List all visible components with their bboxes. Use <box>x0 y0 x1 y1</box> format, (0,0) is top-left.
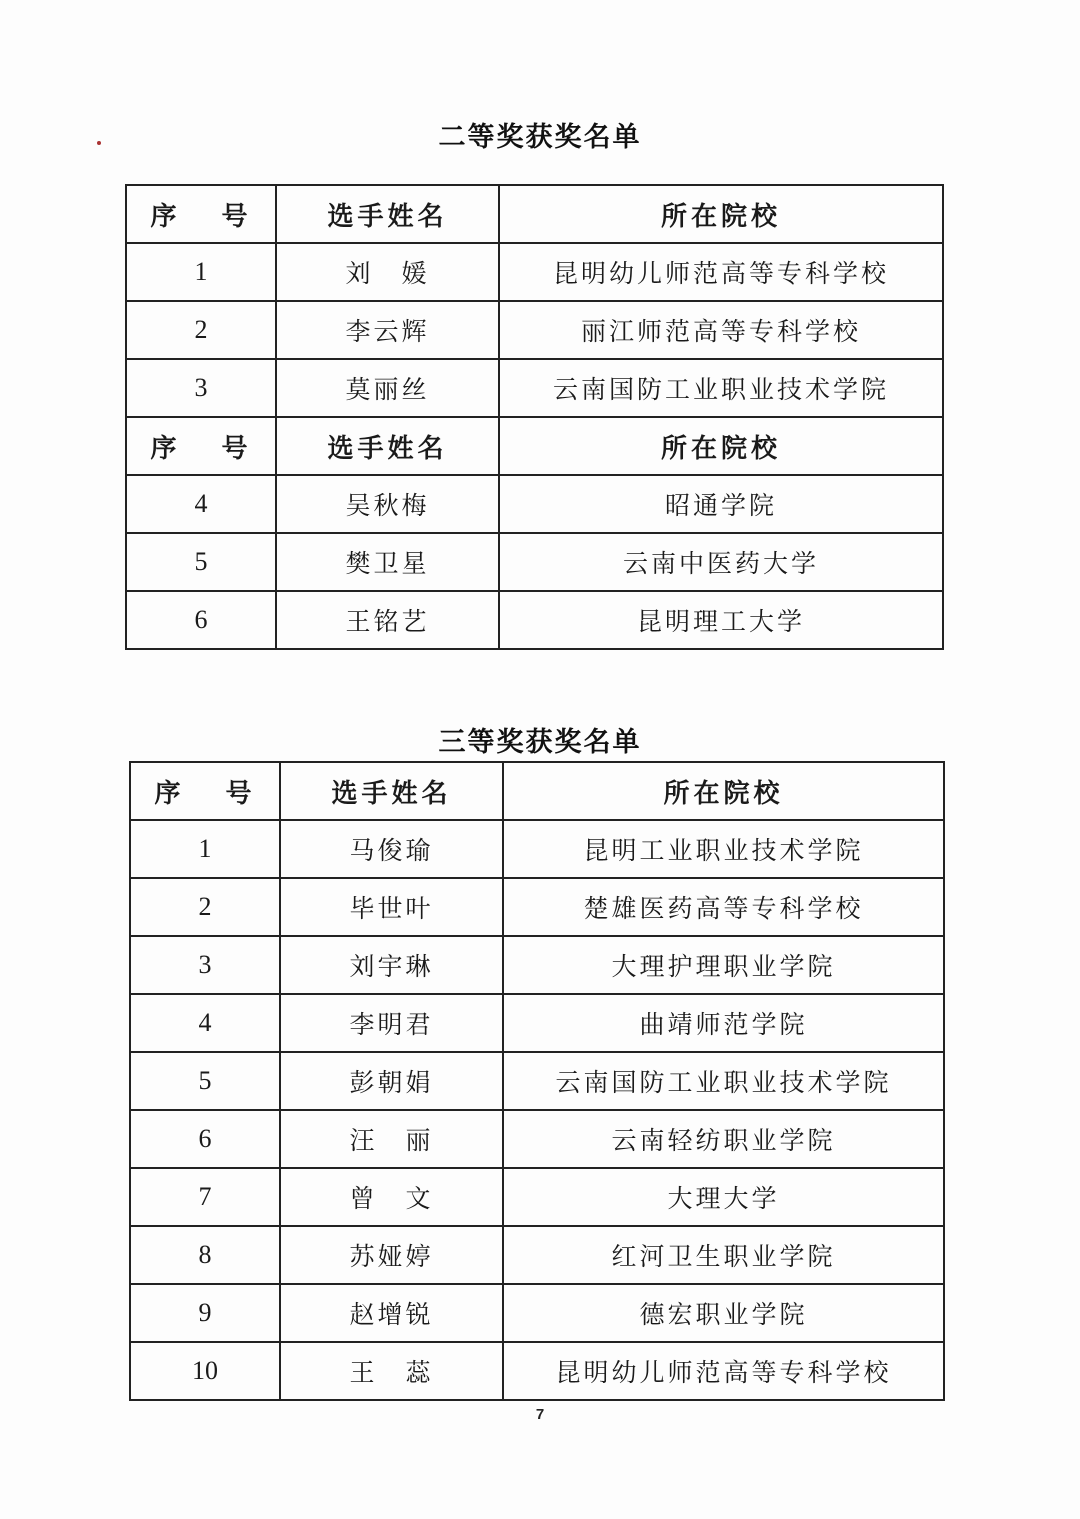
row-name: 李明君 <box>280 994 503 1052</box>
table-row <box>130 820 944 878</box>
row-name: 刘 媛 <box>276 243 499 301</box>
row-school: 大理护理职业学院 <box>503 936 944 994</box>
row-school: 德宏职业学院 <box>503 1284 944 1342</box>
header-name: 选手姓名 <box>280 762 503 820</box>
header-name: 选手姓名 <box>276 417 499 475</box>
table-row <box>130 1110 944 1168</box>
row-school: 红河卫生职业学院 <box>503 1226 944 1284</box>
table-row <box>130 936 944 994</box>
row-name: 樊卫星 <box>276 533 499 591</box>
row-no: 7 <box>130 1168 280 1226</box>
row-no: 6 <box>126 591 276 649</box>
row-name: 吴秋梅 <box>276 475 499 533</box>
third-prize-title: 三等奖获奖名单 <box>438 727 642 758</box>
table-header-row-repeat <box>126 417 943 475</box>
table-header-row <box>130 762 944 820</box>
row-name: 王铭艺 <box>276 591 499 649</box>
row-name: 赵增锐 <box>280 1284 503 1342</box>
row-school: 昭通学院 <box>499 475 943 533</box>
table-row <box>130 1284 944 1342</box>
row-no: 5 <box>126 533 276 591</box>
row-name: 彭朝娟 <box>280 1052 503 1110</box>
row-no: 4 <box>130 994 280 1052</box>
row-school: 昆明幼儿师范高等专科学校 <box>503 1342 944 1400</box>
row-no: 4 <box>126 475 276 533</box>
row-name: 马俊瑜 <box>280 820 503 878</box>
row-name: 曾 文 <box>280 1168 503 1226</box>
row-name: 李云辉 <box>276 301 499 359</box>
row-name: 莫丽丝 <box>276 359 499 417</box>
table-row <box>126 243 943 301</box>
table-row <box>130 1052 944 1110</box>
row-no: 6 <box>130 1110 280 1168</box>
row-no: 2 <box>126 301 276 359</box>
row-no: 1 <box>126 243 276 301</box>
header-no: 序 号 <box>126 417 276 475</box>
row-no: 2 <box>130 878 280 936</box>
row-school: 昆明幼儿师范高等专科学校 <box>499 243 943 301</box>
row-school: 曲靖师范学院 <box>503 994 944 1052</box>
second-prize-table <box>125 184 944 650</box>
row-school: 云南中医药大学 <box>499 533 943 591</box>
table-row <box>130 878 944 936</box>
row-name: 王 蕊 <box>280 1342 503 1400</box>
header-school: 所在院校 <box>499 417 943 475</box>
second-prize-title: 二等奖获奖名单 <box>438 122 642 153</box>
row-school: 昆明工业职业技术学院 <box>503 820 944 878</box>
table-row <box>130 1226 944 1284</box>
row-school: 云南轻纺职业学院 <box>503 1110 944 1168</box>
row-school: 大理大学 <box>503 1168 944 1226</box>
third-prize-table <box>129 761 945 1401</box>
table-row <box>126 533 943 591</box>
header-no: 序 号 <box>130 762 280 820</box>
row-no: 5 <box>130 1052 280 1110</box>
table-row <box>126 359 943 417</box>
row-no: 10 <box>130 1342 280 1400</box>
row-name: 刘宇琳 <box>280 936 503 994</box>
page-number: 7 <box>535 1406 545 1423</box>
row-school: 云南国防工业职业技术学院 <box>503 1052 944 1110</box>
row-school: 楚雄医药高等专科学校 <box>503 878 944 936</box>
row-name: 苏娅婷 <box>280 1226 503 1284</box>
row-no: 8 <box>130 1226 280 1284</box>
table-row <box>126 301 943 359</box>
header-school: 所在院校 <box>503 762 944 820</box>
row-school: 云南国防工业职业技术学院 <box>499 359 943 417</box>
table-row <box>130 994 944 1052</box>
header-no: 序 号 <box>126 185 276 243</box>
table-row <box>130 1168 944 1226</box>
row-name: 毕世叶 <box>280 878 503 936</box>
row-no: 3 <box>130 936 280 994</box>
row-school: 丽江师范高等专科学校 <box>499 301 943 359</box>
row-name: 汪 丽 <box>280 1110 503 1168</box>
row-no: 1 <box>130 820 280 878</box>
table-row <box>126 591 943 649</box>
table-header-row <box>126 185 943 243</box>
row-no: 3 <box>126 359 276 417</box>
row-no: 9 <box>130 1284 280 1342</box>
table-row <box>126 475 943 533</box>
header-school: 所在院校 <box>499 185 943 243</box>
table-row <box>130 1342 944 1400</box>
header-name: 选手姓名 <box>276 185 499 243</box>
row-school: 昆明理工大学 <box>499 591 943 649</box>
